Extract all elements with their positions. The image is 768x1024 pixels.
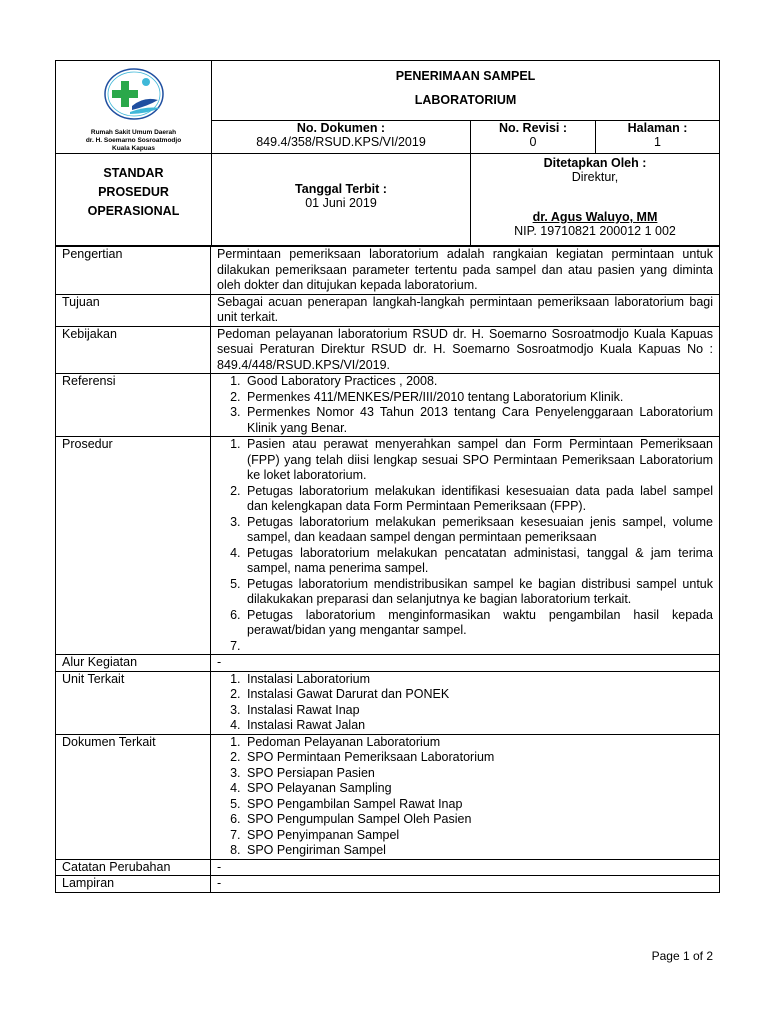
- list-item: 5. SPO Pengambilan Sampel Rawat Inap: [244, 797, 713, 813]
- dokumen-list: [217, 735, 713, 859]
- referensi-list: [217, 374, 713, 436]
- row-referensi: [56, 374, 720, 437]
- section-label: Pengertian: [56, 247, 211, 295]
- pengertian-text: Permintaan pemeriksaan laboratorium adalah rangkaian kegiatan permintaan untuk dilakukan pemeriksaan parameter tertentu pada sampel dan atau pasien yang diminta oleh dokter dan ditujukan kepada laboratorium.: [211, 247, 720, 295]
- list-item: 2. Permenkes 411/MENKES/PER/III/2010 tentang Laboratorium Klinik.: [244, 390, 713, 406]
- document-header: [55, 60, 720, 246]
- row-catatan-perubahan: [56, 859, 720, 876]
- kebijakan-text: Pedoman pelayanan laboratorium RSUD dr. H. Soemarno Sosroatmodjo Kuala Kapuas sesuai Peraturan Direktur RSUD dr. H. Soemarno Sosroatmodjo Kuala Kapuas No : 849.4/448/RSUD.KPS/VI/2019.: [211, 326, 720, 374]
- section-label: Referensi: [56, 374, 211, 437]
- sop-label-cell: [56, 154, 212, 246]
- page-number-footer: Page 1 of 2: [651, 949, 713, 963]
- list-item: 6. Petugas laboratorium menginformasikan waktu pengambilan hasil kepada perawat/bidan yang mengantar sampel.: [244, 608, 713, 639]
- doc-number-value: 849.4/358/RSUD.KPS/VI/2019: [256, 134, 426, 149]
- doc-number-cell: [212, 120, 471, 153]
- revision-value: 0: [529, 134, 537, 149]
- document-title: [212, 61, 720, 121]
- page-cell: [596, 120, 720, 153]
- row-kebijakan: [56, 326, 720, 374]
- list-item: 1. Pedoman Pelayanan Laboratorium: [244, 735, 713, 751]
- list-item: 1. Instalasi Laboratorium: [244, 672, 713, 688]
- page-label: Halaman :: [627, 120, 688, 135]
- sop-label-line2: PROSEDUR: [98, 185, 169, 199]
- row-dokumen-terkait: [56, 734, 720, 859]
- list-item: 1. Good Laboratory Practices , 2008.: [244, 374, 713, 390]
- list-item: 4. Petugas laboratorium melakukan pencatatan administasi, tanggal & jam terima sampel, nama penerima sampel.: [244, 546, 713, 577]
- hospital-identity: [56, 61, 212, 154]
- sop-label-line3: OPERASIONAL: [87, 204, 180, 218]
- page-value: 1: [654, 134, 661, 149]
- section-label: Prosedur: [56, 437, 211, 655]
- list-item: 3. Instalasi Rawat Inap: [244, 703, 713, 719]
- list-item: 3. Petugas laboratorium melakukan pemeriksaan kesesuaian jenis sampel, volume sampel, dan keadaan sampel dengan permintaan pemeriksaan: [244, 515, 713, 546]
- row-tujuan: [56, 294, 720, 326]
- issue-date-value: 01 Juni 2019: [305, 196, 377, 210]
- section-label: Unit Terkait: [56, 671, 211, 734]
- approval-label: Ditetapkan Oleh :: [543, 156, 647, 170]
- list-item: 4. Instalasi Rawat Jalan: [244, 718, 713, 734]
- list-item: 2. SPO Permintaan Pemeriksaan Laboratorium: [244, 750, 713, 766]
- approver-nip: NIP. 19710821 200012 1 002: [514, 224, 676, 238]
- hospital-name-line1: Rumah Sakit Umum Daerah: [90, 129, 177, 136]
- revision-cell: [471, 120, 596, 153]
- row-lampiran: [56, 876, 720, 893]
- alur-text: -: [211, 655, 720, 672]
- list-item: [244, 639, 713, 655]
- section-label: Alur Kegiatan: [56, 655, 211, 672]
- row-alur-kegiatan: [56, 655, 720, 672]
- approver-name: dr. Agus Waluyo, MM: [532, 210, 658, 224]
- issue-date-cell: [212, 154, 471, 246]
- hospital-logo-icon: [102, 66, 166, 124]
- list-item: 8. SPO Pengiriman Sampel: [244, 843, 713, 859]
- title-line1: PENERIMAAN SAMPEL: [395, 69, 536, 83]
- sop-content-table: [55, 246, 720, 893]
- hospital-name-line2: dr. H. Soemarno Sosroatmodjo: [85, 137, 182, 144]
- list-item: 2. Petugas laboratorium melakukan identifikasi kesesuaian data pada label sampel dan kelengkapan data Form Permintaan Pemeriksaan (FPP).: [244, 484, 713, 515]
- catatan-text: -: [211, 859, 720, 876]
- unit-list: [217, 672, 713, 734]
- approval-cell: [471, 154, 720, 246]
- list-item: 6. SPO Pengumpulan Sampel Oleh Pasien: [244, 812, 713, 828]
- approval-role: Direktur,: [571, 170, 619, 184]
- list-item: 4. SPO Pelayanan Sampling: [244, 781, 713, 797]
- list-item: 3. SPO Persiapan Pasien: [244, 766, 713, 782]
- tujuan-text: Sebagai acuan penerapan langkah-langkah permintaan pemeriksaan laboratorium bagi unit terkait.: [211, 294, 720, 326]
- section-label: Tujuan: [56, 294, 211, 326]
- hospital-name-line3: Kuala Kapuas: [112, 145, 155, 152]
- list-item: 2. Instalasi Gawat Darurat dan PONEK: [244, 687, 713, 703]
- sop-label-line1: STANDAR: [103, 166, 164, 180]
- list-item: 5. Petugas laboratorium mendistribusikan sampel ke bagian distribusi sampel untuk dilakukakan preparasi dan selanjutnya ke bagian laboratorium terkait.: [244, 577, 713, 608]
- list-item: 1. Pasien atau perawat menyerahkan sampel dan Form Permintaan Pemeriksaan (FPP) yang telah diisi lengkap sesuai SPO Permintaan Pemeriksaan Laboratorium ke loket laboratorium.: [244, 437, 713, 484]
- section-label: Dokumen Terkait: [56, 734, 211, 859]
- row-unit-terkait: [56, 671, 720, 734]
- list-item: 3. Permenkes Nomor 43 Tahun 2013 tentang Cara Penyelenggaraan Laboratorium Klinik yang Benar.: [244, 405, 713, 436]
- revision-label: No. Revisi :: [498, 120, 568, 135]
- section-label: Lampiran: [56, 876, 211, 893]
- row-prosedur: [56, 437, 720, 655]
- section-label: Kebijakan: [56, 326, 211, 374]
- section-label: Catatan Perubahan: [56, 859, 211, 876]
- issue-date-label: Tanggal Terbit :: [295, 182, 387, 196]
- title-line2: LABORATORIUM: [414, 93, 517, 107]
- list-item: 7. SPO Penyimpanan Sampel: [244, 828, 713, 844]
- lampiran-text: -: [211, 876, 720, 893]
- prosedur-list: [217, 437, 713, 654]
- row-pengertian: [56, 247, 720, 295]
- doc-number-label: No. Dokumen :: [296, 120, 386, 135]
